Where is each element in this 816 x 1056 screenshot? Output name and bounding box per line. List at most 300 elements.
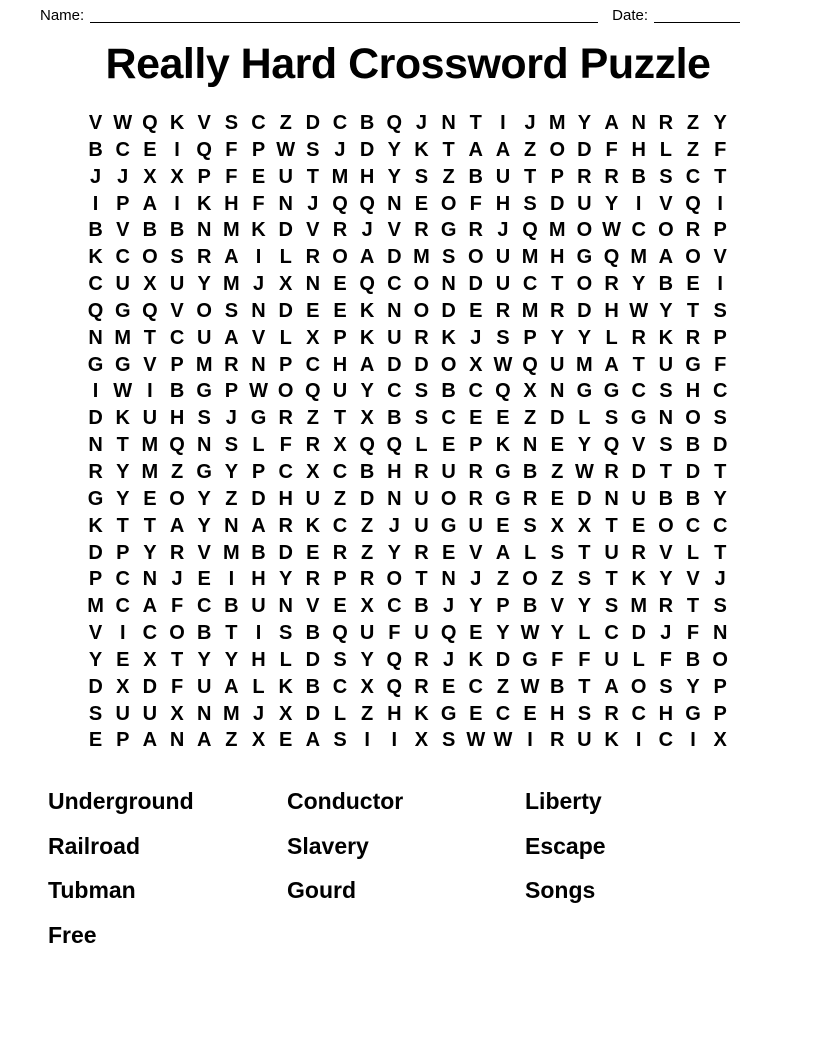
- grid-letter: U: [414, 514, 429, 537]
- grid-letter: W: [113, 112, 133, 134]
- grid-letter: N: [387, 487, 402, 510]
- grid-letter: X: [577, 514, 592, 537]
- grid-letter: Y: [577, 434, 592, 457]
- grid-letter: A: [224, 246, 239, 269]
- grid-letter: C: [712, 514, 728, 537]
- grid-letter: X: [170, 165, 184, 188]
- grid-letter: U: [495, 273, 511, 296]
- grid-letter: Q: [603, 434, 620, 457]
- grid-letter: H: [658, 702, 674, 725]
- grid-letter: P: [116, 541, 130, 564]
- grid-letter: R: [414, 675, 429, 698]
- grid-letter: N: [658, 407, 674, 430]
- grid-letter: N: [169, 729, 185, 752]
- grid-letter: Z: [225, 729, 238, 752]
- grid-letter: R: [332, 541, 348, 564]
- grid-letter: E: [251, 165, 266, 188]
- grid-letter: N: [196, 219, 212, 242]
- word-list-item: Conductor: [287, 788, 404, 815]
- grid-letter: E: [469, 407, 483, 430]
- grid-letter: Z: [333, 487, 347, 510]
- grid-letter: T: [116, 434, 129, 457]
- grid-letter: Z: [686, 138, 700, 161]
- grid-letter: S: [224, 434, 239, 457]
- grid-letter: R: [685, 219, 701, 242]
- grid-letter: K: [359, 326, 375, 349]
- grid-row: [82, 405, 734, 432]
- grid-letter: R: [468, 460, 483, 483]
- grid-letter: S: [414, 380, 429, 403]
- grid-letter: X: [713, 729, 727, 752]
- grid-row: [82, 352, 734, 379]
- grid-letter: W: [466, 729, 486, 752]
- grid-letter: R: [604, 460, 619, 483]
- grid-letter: E: [441, 541, 456, 564]
- grid-letter: H: [387, 702, 402, 725]
- grid-letter: U: [495, 246, 511, 269]
- grid-letter: N: [196, 434, 212, 457]
- grid-letter: Q: [522, 353, 538, 376]
- grid-letter: Y: [387, 138, 401, 161]
- grid-letter: X: [279, 702, 293, 725]
- grid-letter: N: [278, 192, 293, 215]
- grid-letter: F: [170, 675, 184, 698]
- grid-letter: P: [469, 434, 483, 457]
- grid-letter: L: [632, 648, 645, 671]
- grid-letter: N: [387, 192, 402, 215]
- grid-letter: E: [279, 729, 293, 752]
- grid-letter: V: [469, 541, 483, 564]
- word-list-column: [525, 779, 606, 957]
- grid-letter: B: [685, 487, 701, 510]
- grid-letter: N: [251, 299, 266, 322]
- grid-letter: G: [685, 353, 701, 376]
- grid-letter: O: [576, 219, 593, 242]
- grid-letter: U: [142, 407, 158, 430]
- grid-letter: P: [197, 165, 211, 188]
- grid-letter: N: [88, 326, 103, 349]
- grid-letter: Z: [170, 460, 184, 483]
- grid-letter: D: [414, 353, 429, 376]
- grid-letter: E: [143, 138, 157, 161]
- grid-letter: H: [169, 407, 185, 430]
- grid-letter: N: [441, 568, 456, 591]
- grid-letter: S: [713, 595, 727, 618]
- grid-letter: L: [279, 246, 292, 269]
- grid-letter: B: [88, 138, 103, 161]
- grid-letter: X: [333, 434, 347, 457]
- grid-letter: E: [414, 192, 429, 215]
- grid-letter: T: [632, 353, 645, 376]
- word-list-item: Songs: [525, 877, 596, 904]
- grid-letter: T: [605, 568, 618, 591]
- grid-letter: B: [685, 648, 701, 671]
- grid-letter: J: [524, 112, 536, 134]
- grid-letter: T: [714, 460, 727, 483]
- grid-letter: P: [170, 353, 184, 376]
- grid-letter: Z: [442, 165, 455, 188]
- grid-letter: G: [114, 299, 131, 322]
- grid-letter: D: [305, 702, 321, 725]
- grid-letter: S: [224, 112, 239, 134]
- grid-letter: D: [685, 460, 701, 483]
- date-blank-line[interactable]: [654, 7, 740, 23]
- grid-letter: O: [712, 648, 728, 671]
- grid-letter: L: [252, 434, 265, 457]
- grid-row: [82, 271, 734, 298]
- grid-letter: K: [88, 246, 103, 269]
- grid-letter: F: [714, 353, 727, 376]
- grid-letter: Y: [88, 648, 103, 671]
- grid-row: [82, 701, 734, 728]
- grid-letter: D: [712, 434, 728, 457]
- grid-letter: D: [550, 192, 565, 215]
- grid-letter: Z: [496, 568, 510, 591]
- grid-letter: S: [414, 407, 429, 430]
- grid-letter: I: [635, 192, 642, 215]
- grid-letter: Q: [685, 192, 701, 215]
- grid-letter: D: [441, 299, 456, 322]
- grid-letter: R: [414, 541, 429, 564]
- grid-letter: Z: [361, 514, 374, 537]
- grid-letter: J: [252, 273, 265, 296]
- grid-letter: P: [713, 326, 727, 349]
- grid-letter: B: [142, 219, 158, 242]
- grid-letter: I: [527, 729, 533, 752]
- grid-letter: A: [142, 729, 158, 752]
- grid-letter: K: [414, 702, 429, 725]
- grid-letter: R: [305, 434, 321, 457]
- grid-letter: C: [685, 165, 701, 188]
- grid-letter: W: [520, 622, 540, 645]
- grid-letter: O: [685, 246, 701, 269]
- word-list-item: Tubman: [48, 877, 136, 904]
- grid-letter: O: [413, 273, 430, 296]
- grid-letter: Z: [523, 138, 537, 161]
- grid-letter: L: [659, 138, 672, 161]
- grid-letter: T: [306, 165, 319, 188]
- grid-letter: S: [441, 246, 456, 269]
- grid-letter: M: [223, 219, 240, 242]
- grid-letter: X: [279, 273, 293, 296]
- grid-letter: R: [604, 165, 619, 188]
- grid-letter: D: [278, 541, 293, 564]
- grid-letter: E: [143, 487, 157, 510]
- grid-letter: J: [443, 648, 455, 671]
- grid-letter: V: [143, 353, 157, 376]
- grid-letter: K: [495, 434, 511, 457]
- grid-letter: Y: [387, 165, 401, 188]
- grid-letter: H: [251, 568, 266, 591]
- grid-letter: M: [630, 246, 648, 269]
- grid-letter: G: [495, 487, 511, 510]
- grid-letter: C: [305, 353, 321, 376]
- grid-letter: Z: [496, 675, 510, 698]
- word-list: [0, 779, 816, 957]
- grid-letter: D: [359, 487, 375, 510]
- grid-letter: S: [550, 541, 564, 564]
- grid-letter: C: [522, 273, 538, 296]
- grid-letter: E: [469, 299, 483, 322]
- grid-letter: N: [441, 112, 456, 134]
- grid-letter: P: [224, 380, 239, 403]
- grid-letter: J: [252, 702, 265, 725]
- grid-letter: U: [468, 514, 483, 537]
- grid-letter: N: [88, 434, 103, 457]
- grid-letter: C: [712, 380, 728, 403]
- grid-letter: P: [116, 192, 130, 215]
- grid-letter: R: [495, 299, 511, 322]
- grid-letter: X: [116, 675, 130, 698]
- grid-letter: W: [493, 353, 513, 376]
- grid-letter: K: [88, 514, 103, 537]
- grid-letter: Y: [143, 541, 157, 564]
- grid-letter: M: [576, 353, 593, 376]
- grid-letter: V: [116, 219, 130, 242]
- grid-letter: I: [228, 568, 235, 591]
- grid-letter: M: [195, 353, 213, 376]
- grid-letter: O: [658, 514, 674, 537]
- grid-letter: R: [332, 219, 348, 242]
- grid-letter: G: [87, 487, 104, 510]
- grid-letter: C: [332, 675, 348, 698]
- grid-letter: V: [632, 434, 646, 457]
- grid-letter: A: [305, 729, 321, 752]
- grid-letter: V: [713, 246, 727, 269]
- grid-letter: U: [604, 541, 619, 564]
- grid-letter: C: [495, 702, 511, 725]
- grid-letter: C: [387, 380, 402, 403]
- grid-letter: P: [251, 460, 266, 483]
- grid-letter: J: [415, 112, 428, 134]
- grid-letter: B: [522, 460, 538, 483]
- grid-letter: O: [440, 192, 457, 215]
- grid-letter: W: [574, 460, 594, 483]
- grid-letter: G: [630, 407, 647, 430]
- grid-letter: A: [224, 675, 239, 698]
- grid-letter: L: [523, 541, 537, 564]
- grid-letter: C: [115, 138, 130, 161]
- grid-letter: U: [550, 353, 565, 376]
- grid-letter: B: [658, 273, 674, 296]
- grid-letter: Y: [713, 112, 727, 134]
- grid-letter: E: [88, 729, 103, 752]
- grid-row: [82, 110, 734, 137]
- grid-letter: O: [467, 246, 484, 269]
- grid-letter: U: [577, 729, 592, 752]
- grid-letter: R: [550, 729, 565, 752]
- grid-letter: Q: [386, 675, 403, 698]
- grid-letter: Y: [632, 273, 646, 296]
- grid-letter: O: [142, 246, 158, 269]
- grid-letter: W: [629, 299, 649, 322]
- grid-letter: S: [577, 702, 592, 725]
- grid-letter: Y: [116, 487, 130, 510]
- grid-letter: M: [548, 112, 566, 134]
- grid-letter: R: [359, 568, 375, 591]
- grid-letter: B: [305, 675, 321, 698]
- grid-letter: B: [658, 487, 674, 510]
- grid-letter: P: [279, 353, 293, 376]
- grid-letter: R: [169, 541, 185, 564]
- grid-letter: Q: [196, 138, 212, 161]
- grid-letter: R: [550, 299, 565, 322]
- grid-letter: H: [251, 648, 266, 671]
- grid-letter: U: [359, 622, 375, 645]
- grid-letter: R: [468, 487, 483, 510]
- grid-letter: U: [196, 675, 212, 698]
- grid-letter: H: [332, 353, 348, 376]
- grid-letter: U: [631, 487, 646, 510]
- grid-letter: O: [549, 138, 566, 161]
- grid-letter: S: [279, 622, 293, 645]
- grid-letter: Q: [142, 299, 158, 322]
- grid-letter: J: [660, 622, 672, 645]
- grid-letter: L: [279, 326, 292, 349]
- grid-letter: E: [333, 595, 347, 618]
- grid-letter: R: [88, 460, 103, 483]
- grid-letter: T: [605, 514, 618, 537]
- grid-letter: T: [333, 407, 347, 430]
- grid-letter: U: [414, 487, 429, 510]
- grid-letter: Z: [361, 541, 374, 564]
- grid-letter: D: [88, 407, 103, 430]
- grid-letter: T: [686, 595, 700, 618]
- grid-letter: H: [224, 192, 239, 215]
- grid-letter: U: [305, 487, 321, 510]
- grid-letter: T: [143, 326, 156, 349]
- grid-letter: M: [331, 165, 349, 188]
- grid-letter: V: [387, 219, 401, 242]
- grid-letter: M: [548, 219, 566, 242]
- grid-letter: Z: [551, 460, 564, 483]
- grid-letter: V: [659, 192, 673, 215]
- grid-letter: T: [578, 541, 591, 564]
- grid-letter: F: [469, 192, 482, 215]
- grid-letter: F: [279, 434, 292, 457]
- grid-letter: S: [577, 568, 592, 591]
- grid-letter: J: [470, 326, 482, 349]
- grid-letter: N: [387, 299, 402, 322]
- grid-letter: S: [88, 702, 103, 725]
- grid-letter: K: [305, 514, 321, 537]
- grid-letter: M: [223, 702, 240, 725]
- grid-letter: U: [251, 595, 266, 618]
- grid-letter: Y: [116, 460, 130, 483]
- grid-letter: O: [440, 487, 457, 510]
- grid-letter: B: [359, 460, 375, 483]
- grid-letter: Y: [360, 648, 374, 671]
- grid-letter: P: [713, 675, 727, 698]
- grid-letter: U: [495, 165, 511, 188]
- grid-letter: M: [413, 246, 430, 269]
- grid-letter: K: [468, 648, 483, 671]
- grid-letter: X: [360, 675, 374, 698]
- grid-letter: U: [196, 326, 212, 349]
- grid-letter: K: [631, 568, 646, 591]
- grid-letter: C: [88, 273, 103, 296]
- grid-letter: Y: [197, 273, 211, 296]
- grid-letter: G: [440, 514, 457, 537]
- grid-letter: E: [197, 568, 211, 591]
- grid-letter: Y: [197, 487, 211, 510]
- grid-letter: J: [443, 595, 455, 618]
- grid-letter: C: [631, 702, 646, 725]
- grid-row: [82, 191, 734, 218]
- grid-letter: T: [659, 460, 672, 483]
- grid-letter: Y: [577, 595, 592, 618]
- grid-letter: D: [387, 353, 402, 376]
- grid-letter: Q: [169, 434, 185, 457]
- grid-letter: N: [251, 353, 266, 376]
- grid-letter: B: [169, 380, 185, 403]
- grid-letter: R: [224, 353, 239, 376]
- grid-letter: Y: [496, 622, 510, 645]
- grid-letter: B: [631, 165, 646, 188]
- grid-letter: S: [306, 138, 320, 161]
- grid-letter: C: [468, 380, 483, 403]
- grid-letter: A: [251, 514, 266, 537]
- grid-letter: Y: [387, 541, 401, 564]
- grid-letter: N: [522, 434, 538, 457]
- grid-letter: F: [388, 622, 401, 645]
- grid-letter: N: [142, 568, 158, 591]
- grid-letter: B: [305, 622, 321, 645]
- grid-letter: L: [605, 326, 618, 349]
- grid-letter: G: [576, 246, 593, 269]
- grid-letter: Y: [577, 326, 592, 349]
- grid-row: [82, 325, 734, 352]
- grid-letter: Z: [306, 407, 319, 430]
- grid-letter: T: [225, 622, 238, 645]
- grid-letter: J: [307, 192, 319, 215]
- grid-letter: C: [196, 595, 212, 618]
- grid-letter: E: [496, 514, 510, 537]
- grid-letter: K: [278, 675, 293, 698]
- grid-letter: X: [306, 460, 320, 483]
- grid-letter: S: [604, 407, 619, 430]
- grid-letter: X: [360, 407, 374, 430]
- grid-letter: E: [306, 541, 320, 564]
- grid-letter: H: [631, 138, 646, 161]
- grid-letter: I: [147, 380, 153, 403]
- grid-letter: F: [170, 595, 184, 618]
- grid-letter: D: [631, 622, 646, 645]
- grid-letter: E: [333, 273, 347, 296]
- grid-letter: V: [197, 112, 211, 134]
- grid-letter: R: [414, 326, 429, 349]
- grid-letter: K: [359, 299, 375, 322]
- grid-row: [82, 137, 734, 164]
- grid-letter: O: [576, 273, 593, 296]
- grid-letter: A: [359, 246, 375, 269]
- grid-letter: A: [359, 353, 375, 376]
- grid-letter: E: [441, 434, 456, 457]
- grid-letter: H: [604, 299, 619, 322]
- name-blank-line[interactable]: [90, 7, 598, 23]
- grid-letter: H: [550, 702, 565, 725]
- grid-letter: O: [169, 622, 185, 645]
- grid-row: [82, 244, 734, 271]
- grid-letter: R: [196, 246, 212, 269]
- grid-letter: C: [631, 380, 646, 403]
- grid-letter: T: [523, 165, 537, 188]
- grid-letter: A: [604, 353, 619, 376]
- grid-letter: V: [251, 326, 266, 349]
- grid-letter: D: [251, 487, 266, 510]
- grid-letter: K: [604, 729, 619, 752]
- grid-letter: W: [602, 219, 621, 242]
